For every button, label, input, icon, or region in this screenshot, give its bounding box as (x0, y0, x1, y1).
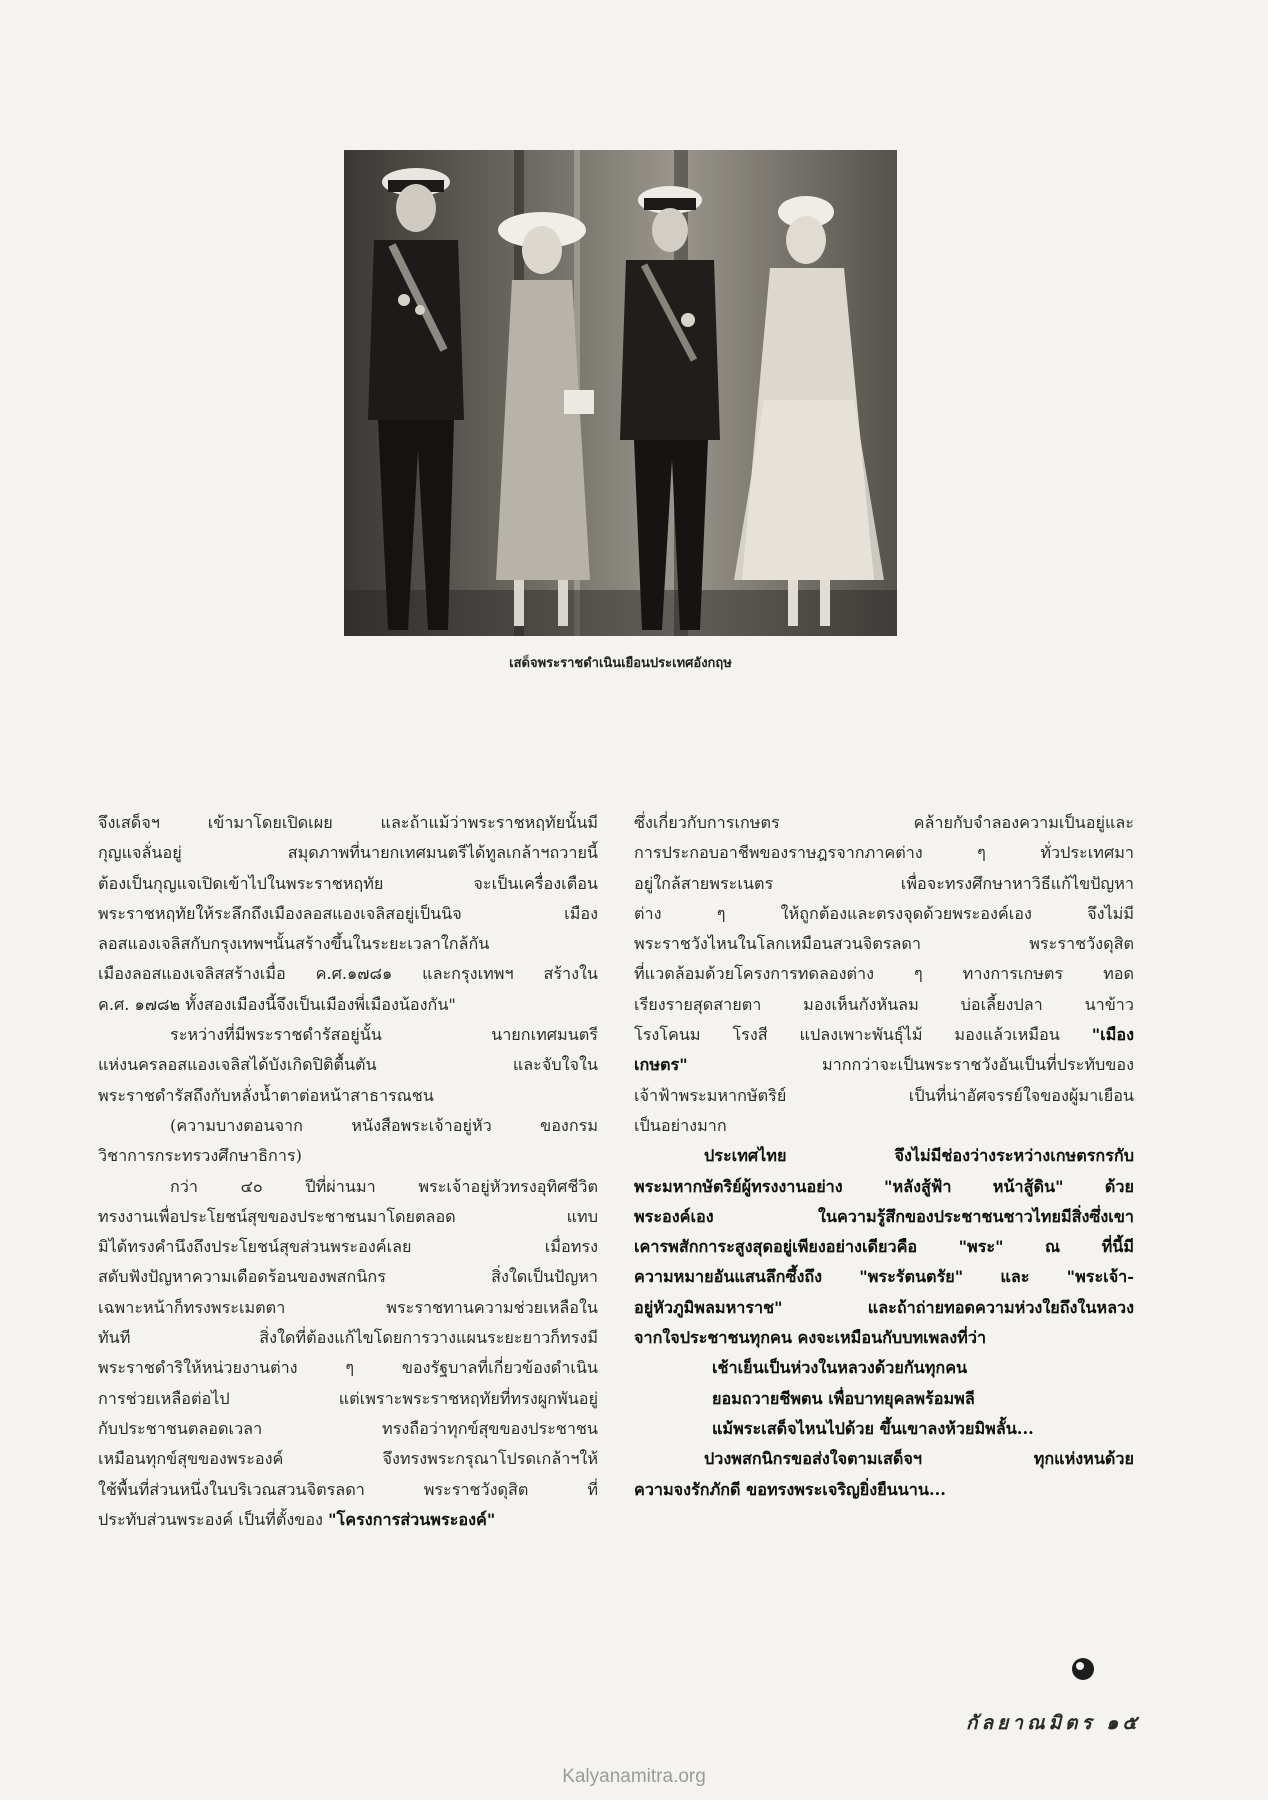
text-line: การช่วยเหลือต่อไป แต่เพราะพระราชหฤทัยที่ทรงผูกพันอยู่ (98, 1388, 598, 1408)
text-line: พระราชดำริให้หน่วยงานต่าง ๆ ของรัฐบาลที่เกี่ยวข้องดำเนิน (98, 1358, 598, 1378)
text-fragment: ประทับส่วนพระองค์ เป็นที่ตั้งของ (98, 1509, 323, 1529)
text-line: กุญแจลั่นอยู่ สมุดภาพที่นายกเทศมนตรีได้ทูลเกล้าฯถวายนี้ (98, 843, 598, 863)
text-line: ประเทศไทย จึงไม่มีช่องว่างระหว่างเกษตรกรกับ (704, 1146, 1134, 1166)
text-line: การประกอบอาชีพของราษฎรจากภาคต่าง ๆ ทั่วประเทศมา (634, 843, 1134, 863)
text-line: ต้องเป็นกุญแจเปิดเข้าไปในพระราชหฤทัย จะเป็นเครื่องเตือน (98, 873, 598, 893)
text-line: ความจงรักภักดี ขอทรงพระเจริญยิ่งยืนนาน... (634, 1479, 946, 1499)
text-line: ใช้พื้นที่ส่วนหนึ่งในบริเวณสวนจิตรลดา พระราชวังดุสิต ที่ (98, 1479, 598, 1499)
text-line: ลอสแองเจลิสกับกรุงเทพฯนั้นสร้างขึ้นในระยะเวลาใกล้กัน (98, 934, 490, 954)
text-line: ซึ่งเกี่ยวกับการเกษตร คล้ายกับจำลองความเป็นอยู่และ (634, 813, 1134, 832)
text-line: พระราชดำรัสถึงกับหลั่งน้ำตาต่อหน้าสาธารณชน (98, 1085, 434, 1105)
project-name: "โครงการส่วนพระองค์" (328, 1509, 496, 1529)
text-line: แห่งนครลอสแองเจลิสได้บังเกิดปิติตื้นตัน และจับใจใน (98, 1055, 598, 1075)
emphasis-text: "เมือง (1091, 1025, 1134, 1045)
text-line: เรียงรายสุดสายตา มองเห็นกังหันลม บ่อเลี้ยงปลา นาข้าว (634, 994, 1134, 1014)
text-line: กว่า ๔๐ ปีที่ผ่านมา พระเจ้าอยู่หัวทรงอุทิศชีวิต (170, 1176, 598, 1196)
text-line: อยู่ใกล้สายพระเนตร เพื่อจะทรงศึกษาหาวิธีแก้ไขปัญหา (634, 873, 1134, 893)
text-line: ระหว่างที่มีพระราชดำรัสอยู่นั้น นายกเทศมนตรี (170, 1025, 598, 1045)
text-line (634, 1050, 1134, 1080)
text-line: เป็นอย่างมาก (634, 1115, 727, 1135)
text-line: เจ้าฟ้าพระมหากษัตริย์ เป็นที่น่าอัศจรรย์ใจของผู้มาเยือน (634, 1085, 1134, 1105)
text-line: พระราชวังไหนในโลกเหมือนสวนจิตรลดา พระราชวังดุสิต (634, 934, 1134, 954)
end-mark-icon (1072, 1658, 1094, 1680)
text-line: เคารพสักการะสูงสุดอยู่เพียงอย่างเดียวคือ "พระ" ณ ที่นี้มี (634, 1237, 1134, 1257)
text-fragment: มากกว่าจะเป็นพระราชวังอันเป็นที่ประทับของ (821, 1055, 1134, 1075)
text-line: เมืองลอสแองเจลิสสร้างเมื่อ ค.ศ.๑๗๘๑ และกรุงเทพฯ สร้างใน (98, 964, 598, 984)
site-watermark: Kalyanamitra.org (562, 1766, 706, 1787)
text-line: เฉพาะหน้าก็ทรงพระเมตตา พระราชทานความช่วยเหลือใน (98, 1297, 598, 1317)
text-line: ความหมายอันแสนลึกซึ้งถึง "พระรัตนตรัย" และ "พระเจ้า- (634, 1267, 1134, 1287)
text-line: ปวงพสกนิกรขอส่งใจตามเสด็จฯ ทุกแห่งหนด้วย (704, 1449, 1134, 1469)
emphasis-text: เกษตร" (634, 1055, 688, 1075)
text-line: พระมหากษัตริย์ผู้ทรงงานอย่าง "หลังสู้ฟ้า หน้าสู้ดิน" ด้วย (634, 1176, 1134, 1196)
text-line: วิชาการกระทรวงศึกษาธิการ) (98, 1146, 302, 1166)
page-footer-label: กัลยาณมิตร ๑๕ (966, 1712, 1141, 1734)
text-line: สดับฟังปัญหาความเดือดร้อนของพสกนิกร สิ่งใดเป็นปัญหา (98, 1267, 598, 1287)
text-line: เหมือนทุกข์สุขของพระองค์ จึงทรงพระกรุณาโปรดเกล้าฯให้ (98, 1449, 598, 1469)
text-line: อยู่หัวภูมิพลมหาราช" และถ้าถ่ายทอดความห่วงใยถึงในหลวง (634, 1297, 1134, 1317)
photo-caption: เสด็จพระราชดำเนินเยือนประเทศอังกฤษ (509, 656, 732, 671)
text-line (98, 1505, 598, 1535)
text-line: (ความบางตอนจาก หนังสือพระเจ้าอยู่หัว ของกรม (170, 1115, 598, 1135)
text-line: ที่แวดล้อมด้วยโครงการทดลองต่าง ๆ ทางการเกษตร ทอด (634, 964, 1134, 984)
text-line: จึงเสด็จฯ เข้ามาโดยเปิดเผย และถ้าแม้ว่าพระราชหฤทัยนั้นมี (98, 813, 598, 832)
text-line: พระราชหฤทัยให้ระลึกถึงเมืองลอสแองเจลิสอยู่เป็นนิจ เมือง (98, 903, 598, 923)
text-line: ต่าง ๆ ให้ถูกต้องและตรงจุดด้วยพระองค์เอง จึงไม่มี (634, 903, 1134, 923)
text-line: ทรงงานเพื่อประโยชน์สุขของประชาชนมาโดยตลอด แทบ (98, 1206, 598, 1226)
song-line: ยอมถวายชีพตน เพื่อบาทยุคลพร้อมพลี (712, 1388, 975, 1408)
text-line: กับประชาชนตลอดเวลา ทรงถือว่าทุกข์สุขของประชาชน (98, 1418, 598, 1438)
text-fragment: โรงโคนม โรงสี แปลงเพาะพันธุ์ไม้ มองแล้วเหมือน (634, 1025, 1060, 1045)
song-line: เช้าเย็นเป็นห่วงในหลวงด้วยกันทุกคน (712, 1358, 968, 1378)
text-line: พระองค์เอง ในความรู้สึกของประชาชนชาวไทยมีสิ่งซึ่งเขา (634, 1206, 1134, 1226)
text-line: ทันที สิ่งใดที่ต้องแก้ไขโดยการวางแผนระยะยาวก็ทรงมี (98, 1328, 598, 1348)
text-line (634, 1020, 1134, 1050)
photo-illustration (344, 150, 897, 636)
text-line: มิได้ทรงคำนึงถึงประโยชน์สุขส่วนพระองค์เลย เมื่อทรง (98, 1237, 598, 1257)
text-line: จากใจประชาชนทุกคน คงจะเหมือนกับบทเพลงที่ว่า (634, 1328, 987, 1348)
song-line: แม้พระเสด็จไหนไปด้วย ขึ้นเขาลงห้วยมิพลั้น... (712, 1418, 1034, 1438)
left-column (98, 808, 598, 1535)
right-column (634, 808, 1134, 1505)
text-line: ค.ศ. ๑๗๘๒ ทั้งสองเมืองนี้จึงเป็นเมืองพี่เมืองน้องกัน" (98, 994, 456, 1014)
photograph (344, 150, 897, 636)
